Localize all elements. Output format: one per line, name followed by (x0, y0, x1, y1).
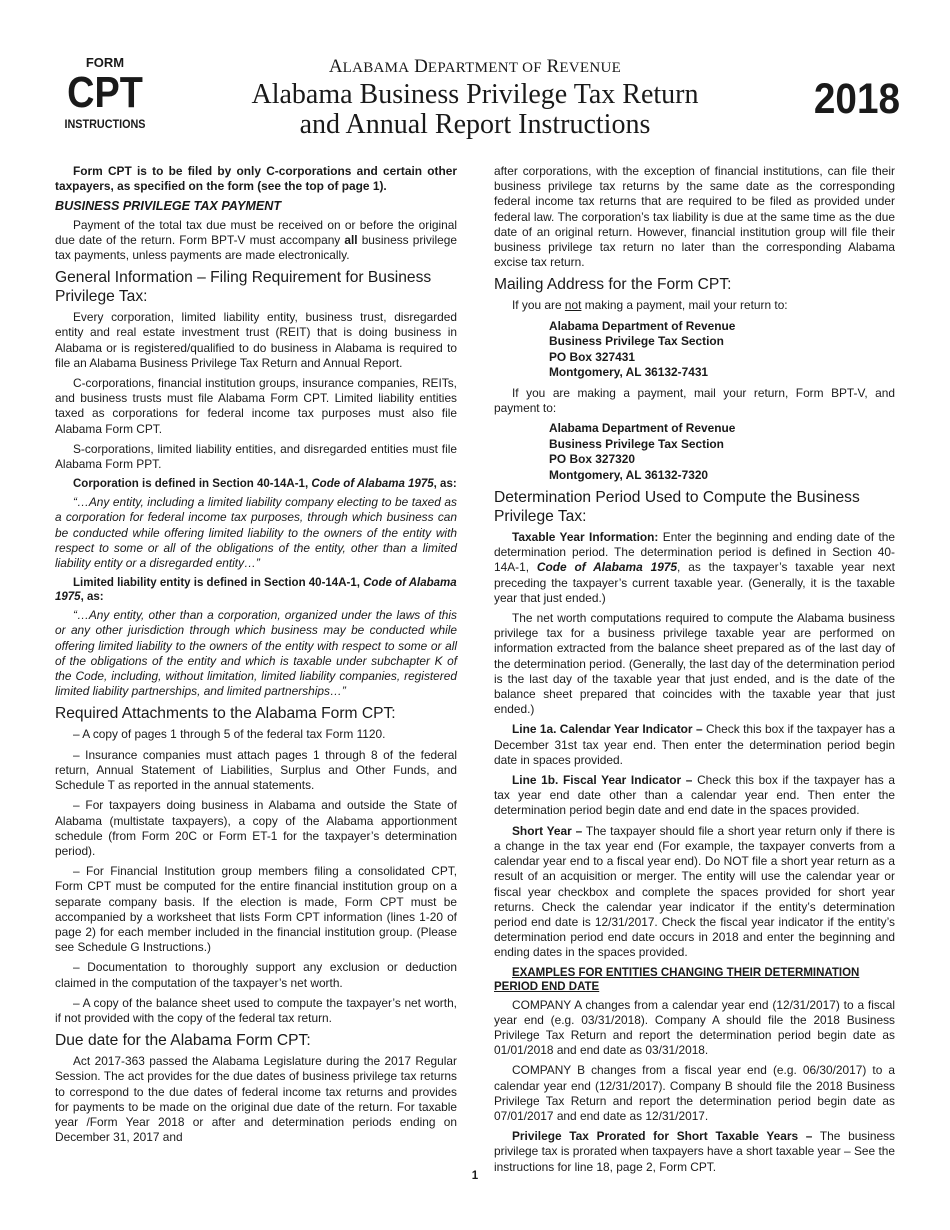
text-run: Limited liability entity is defined in Section 40-14A-1, (73, 577, 364, 590)
form-id-block (58, 56, 152, 131)
address-line: Alabama Department of Revenue (549, 421, 736, 436)
text-run: Corporation is defined in Section 40-14A-1, (73, 478, 312, 491)
text-run: Privilege Tax Prorated for Short Taxable Years – (512, 1129, 813, 1144)
text-run: all (344, 232, 358, 247)
text-run: COMPANY B changes from a fiscal year end (e.g. 06/30/2017) to a calendar year end (12/31/2017). Company B should file the 2018 Business Privilege Tax Return and report the determination period begin date as 07/01/2017 and end date as 12/31/2017. (494, 1063, 895, 1123)
address-line: Business Privilege Tax Section (549, 334, 724, 349)
paragraph (55, 310, 457, 371)
definition-heading (55, 576, 457, 604)
address-line: Montgomery, AL 36132-7320 (549, 467, 709, 482)
paragraph (55, 798, 457, 859)
text-run: Form CPT is to be filed by only C-corporations and certain other taxpayers, as specified on the form (see the top of page 1). (55, 164, 457, 194)
text-run: after corporations, with the exception of financial institutions, can file their business privilege tax returns by the same date as the corresponding federal income tax returns that are required to be filed as provided under federal law. The corporation’s tax liability is due at the same time as the due date of an original return. However, financial institution group will file their business privilege tax return no later than the corresponding Alabama excise tax return. (494, 164, 895, 270)
paragraph (494, 530, 895, 606)
paragraph (55, 442, 457, 472)
paragraph (55, 960, 457, 990)
section-heading: Mailing Address for the Form CPT: (494, 276, 732, 294)
paragraph (55, 376, 457, 437)
form-label: FORM (85, 55, 125, 70)
text-run: “…Any entity, including a limited liability company electing to be taxed as a corporation for federal income tax purposes, through which business can be conducted while offering limited liability to the owners of the entity with respect to some or all of the obligations of the entity, other than a limited liability entity or a disregarded entity…” (55, 495, 457, 571)
title-line-2: and Annual Report Instructions (299, 109, 651, 140)
department-name (235, 56, 715, 79)
quoted-definition (55, 495, 457, 571)
subsection-heading: BUSINESS PRIVILEGE TAX PAYMENT (55, 199, 282, 214)
text-run: The taxpayer should file a short year return only if there is a change in the tax year end (For example, the taxpayer converts from a calendar year end to a fiscal year end). Do NOT file a short year return as a result of an acquisition or merger. The entity will use the calendar year or fiscal year checkbox and complete the spaces provided for short year returns. Check the calendar year indicator if the entity’s determination period end date is 12/31/2017. Check the fiscal year indicator if the entity’s determination period end date occurs in 2018 and enter the beginning and ending dates in the spaces provided. (494, 823, 895, 960)
section-heading: Due date for the Alabama Form CPT: (55, 1032, 311, 1050)
text-run: Act 2017-363 passed the Alabama Legislature during the 2017 Regular Session. The act provides for the due dates of business privilege tax returns to correspond to the due dates of federal income tax returns and provides for payments to be made on the original due date of the return. For taxable year /Form Year 2018 or after and determination periods ending on December 31, 2017 and (55, 1054, 457, 1145)
text-run: – For Financial Institution group members filing a consolidated CPT, Form CPT must be computed for the entire financial institution group on a separate company basis. If the election is made, Form CPT must be accompanied by a worksheet that lists Form CPT information (lines 1-20 of page 2) for each member included in the financial institution group. (Please see Schedule G Instructions.) (55, 864, 457, 955)
paragraph (55, 748, 457, 794)
text-run: C-corporations, financial institution groups, insurance companies, REITs, and business trusts must file Alabama Form CPT. Limited liability entities taxed as corporations for federal income tax purposes must also file Alabama Form CPT. (55, 376, 457, 436)
left-column (55, 164, 457, 1150)
definition-heading (494, 966, 895, 994)
page-number: 1 (471, 1170, 479, 1182)
text-run: The business privilege tax is prorated when taxpayers have a short taxable year – See the instructions for line 18, page 2, Form CPT. (494, 1129, 896, 1174)
text-run: Every corporation, limited liability entity, business trust, disregarded entity and real estate investment trust (REIT) that is doing business in Alabama or is registered/qualified to do business in Alabama is required to file an Alabama Business Privilege Tax Return and Annual Report. (55, 310, 457, 370)
text-run: “…Any entity, other than a corporation, organized under the laws of this or any other jurisdiction through which business may be conducted while offering limited liability to the owners of the entity with respect to some or all of the obligations of the entity and which is taxable under subchapter K of the Code, including, without limitation, limited liability companies, registered limited liability partnerships, and limited partnerships…” (55, 608, 457, 699)
text-run: Short Year – (512, 823, 583, 838)
address-line: Business Privilege Tax Section (549, 436, 724, 451)
text-run: Code of Alabama 1975 (311, 478, 434, 491)
paragraph (55, 996, 457, 1026)
text-run: , as: (433, 478, 457, 491)
paragraph (494, 298, 895, 313)
paragraph (55, 727, 457, 742)
text-run: Check this box if the taxpayer has a tax year end date other than a calendar year end. Then enter the determination period begin date and end date in the spaces provided. (494, 773, 895, 818)
text-run: – A copy of pages 1 through 5 of the federal tax Form 1120. (73, 727, 386, 742)
text-run: If you are making a payment, mail your return, Form BPT-V, and payment to: (494, 385, 895, 415)
address-line: Alabama Department of Revenue (549, 318, 736, 333)
page-header (0, 0, 950, 150)
paragraph (55, 1054, 457, 1145)
text-run: S-corporations, limited liability entities, and disregarded entities must file Alabama Form PPT. (55, 441, 457, 472)
instructions-label: INSTRUCTIONS (64, 117, 146, 131)
paragraph (494, 773, 895, 819)
paragraph (494, 386, 895, 416)
paragraph (494, 824, 895, 961)
text-run: – Insurance companies must attach pages 1 through 8 of the federal return, Annual Statement of Liabilities, Surplus and Other Funds, and Schedule T as reported in the annual statements. (55, 747, 457, 793)
text-run: If you are (512, 298, 565, 313)
text-run: Check this box if the taxpayer has a December 31st tax year end. Then enter the determination period begin date in spaces provided. (494, 722, 895, 767)
paragraph (55, 164, 457, 194)
paragraph (494, 164, 895, 270)
address-line: Montgomery, AL 36132-7431 (549, 365, 709, 380)
form-code: CPT (67, 68, 143, 117)
department-name-part: EVENUE (559, 60, 622, 76)
right-column (494, 164, 895, 1180)
text-run: business privilege tax payments, unless payments are made electronically. (55, 232, 458, 263)
text-run: , as: (80, 591, 104, 604)
text-run: Line 1a. Calendar Year Indicator – (512, 722, 703, 737)
text-run: EXAMPLES FOR ENTITIES CHANGING THEIR DETERMINATION PERIOD END DATE (494, 966, 860, 993)
definition-heading (55, 477, 457, 491)
text-run: , as the taxpayer’s taxable year next preceding the taxpayer’s current taxable year. (Generally, it is the taxable year that just ended.) (494, 560, 895, 605)
department-name-part: D (409, 56, 428, 77)
address-line: PO Box 327431 (549, 349, 635, 364)
text-run: Payment of the total tax due must be received on or before the original due date of the return. Form BPT-V must accompany (55, 217, 457, 247)
paragraph (55, 864, 457, 955)
text-run: COMPANY A changes from a calendar year end (12/31/2017) to a fiscal year end (e.g. 03/31/2018). Company A should file the 2018 Business Privilege Tax Return and report the determination period begin date as 01/01/2018 and end date as 03/31/2018. (494, 997, 895, 1058)
tax-year: 2018 (813, 75, 900, 123)
paragraph (494, 722, 895, 768)
department-name-part: EPARTMENT OF (427, 60, 542, 76)
text-run: Code of Alabama 1975 (55, 577, 457, 604)
paragraph (55, 218, 457, 264)
section-heading: Required Attachments to the Alabama Form CPT: (55, 705, 396, 723)
document-title (205, 80, 745, 140)
title-line-1: Alabama Business Privilege Tax Return (251, 79, 699, 110)
mailing-address (494, 421, 895, 483)
text-run: not (564, 298, 582, 313)
mailing-address (494, 319, 895, 381)
department-name-part: LABAMA (342, 60, 410, 76)
text-run: making a payment, mail your return to: (581, 298, 788, 313)
paragraph (494, 1063, 895, 1124)
department-name-part: R (541, 56, 560, 77)
text-run: The net worth computations required to compute the Alabama business privilege tax for a business privilege taxable year are performed on information extracted from the balance sheet prepared as of the last day of the determination period. (Generally, the last day of the determination period is the last day of the taxable year that just ended, and is the date of the balance sheet prepared that coincides with the taxable year that just ended.) (494, 611, 895, 717)
section-heading: Determination Period Used to Compute the Business Privilege Tax: (494, 489, 860, 526)
section-heading: General Information – Filing Requirement for Business Privilege Tax: (55, 269, 432, 306)
department-name-part: A (328, 56, 343, 77)
text-run: – A copy of the balance sheet used to compute the taxpayer’s net worth, if not provided with the copy of the federal tax return. (55, 995, 457, 1025)
text-run: Taxable Year Information: (512, 530, 659, 545)
paragraph (494, 1129, 895, 1175)
paragraph (494, 611, 895, 717)
text-run: – For taxpayers doing business in Alabama and outside the State of Alabama (multistate taxpayers), a copy of the Alabama apportionment schedule (from Form 20C or Form ET-1 for the taxpayer’s determination period). (55, 798, 457, 858)
paragraph (494, 998, 895, 1059)
address-line: PO Box 327320 (549, 452, 635, 467)
text-run: Line 1b. Fiscal Year Indicator – (512, 773, 693, 788)
text-run: Enter the beginning and ending date of the determination period. The determination period is defined in Section 40-14A-1, (494, 530, 895, 575)
text-run: Code of Alabama 1975 (536, 560, 678, 575)
text-run: – Documentation to thoroughly support any exclusion or deduction claimed in the computation of the taxpayer’s net worth. (55, 960, 457, 990)
quoted-definition (55, 608, 457, 699)
